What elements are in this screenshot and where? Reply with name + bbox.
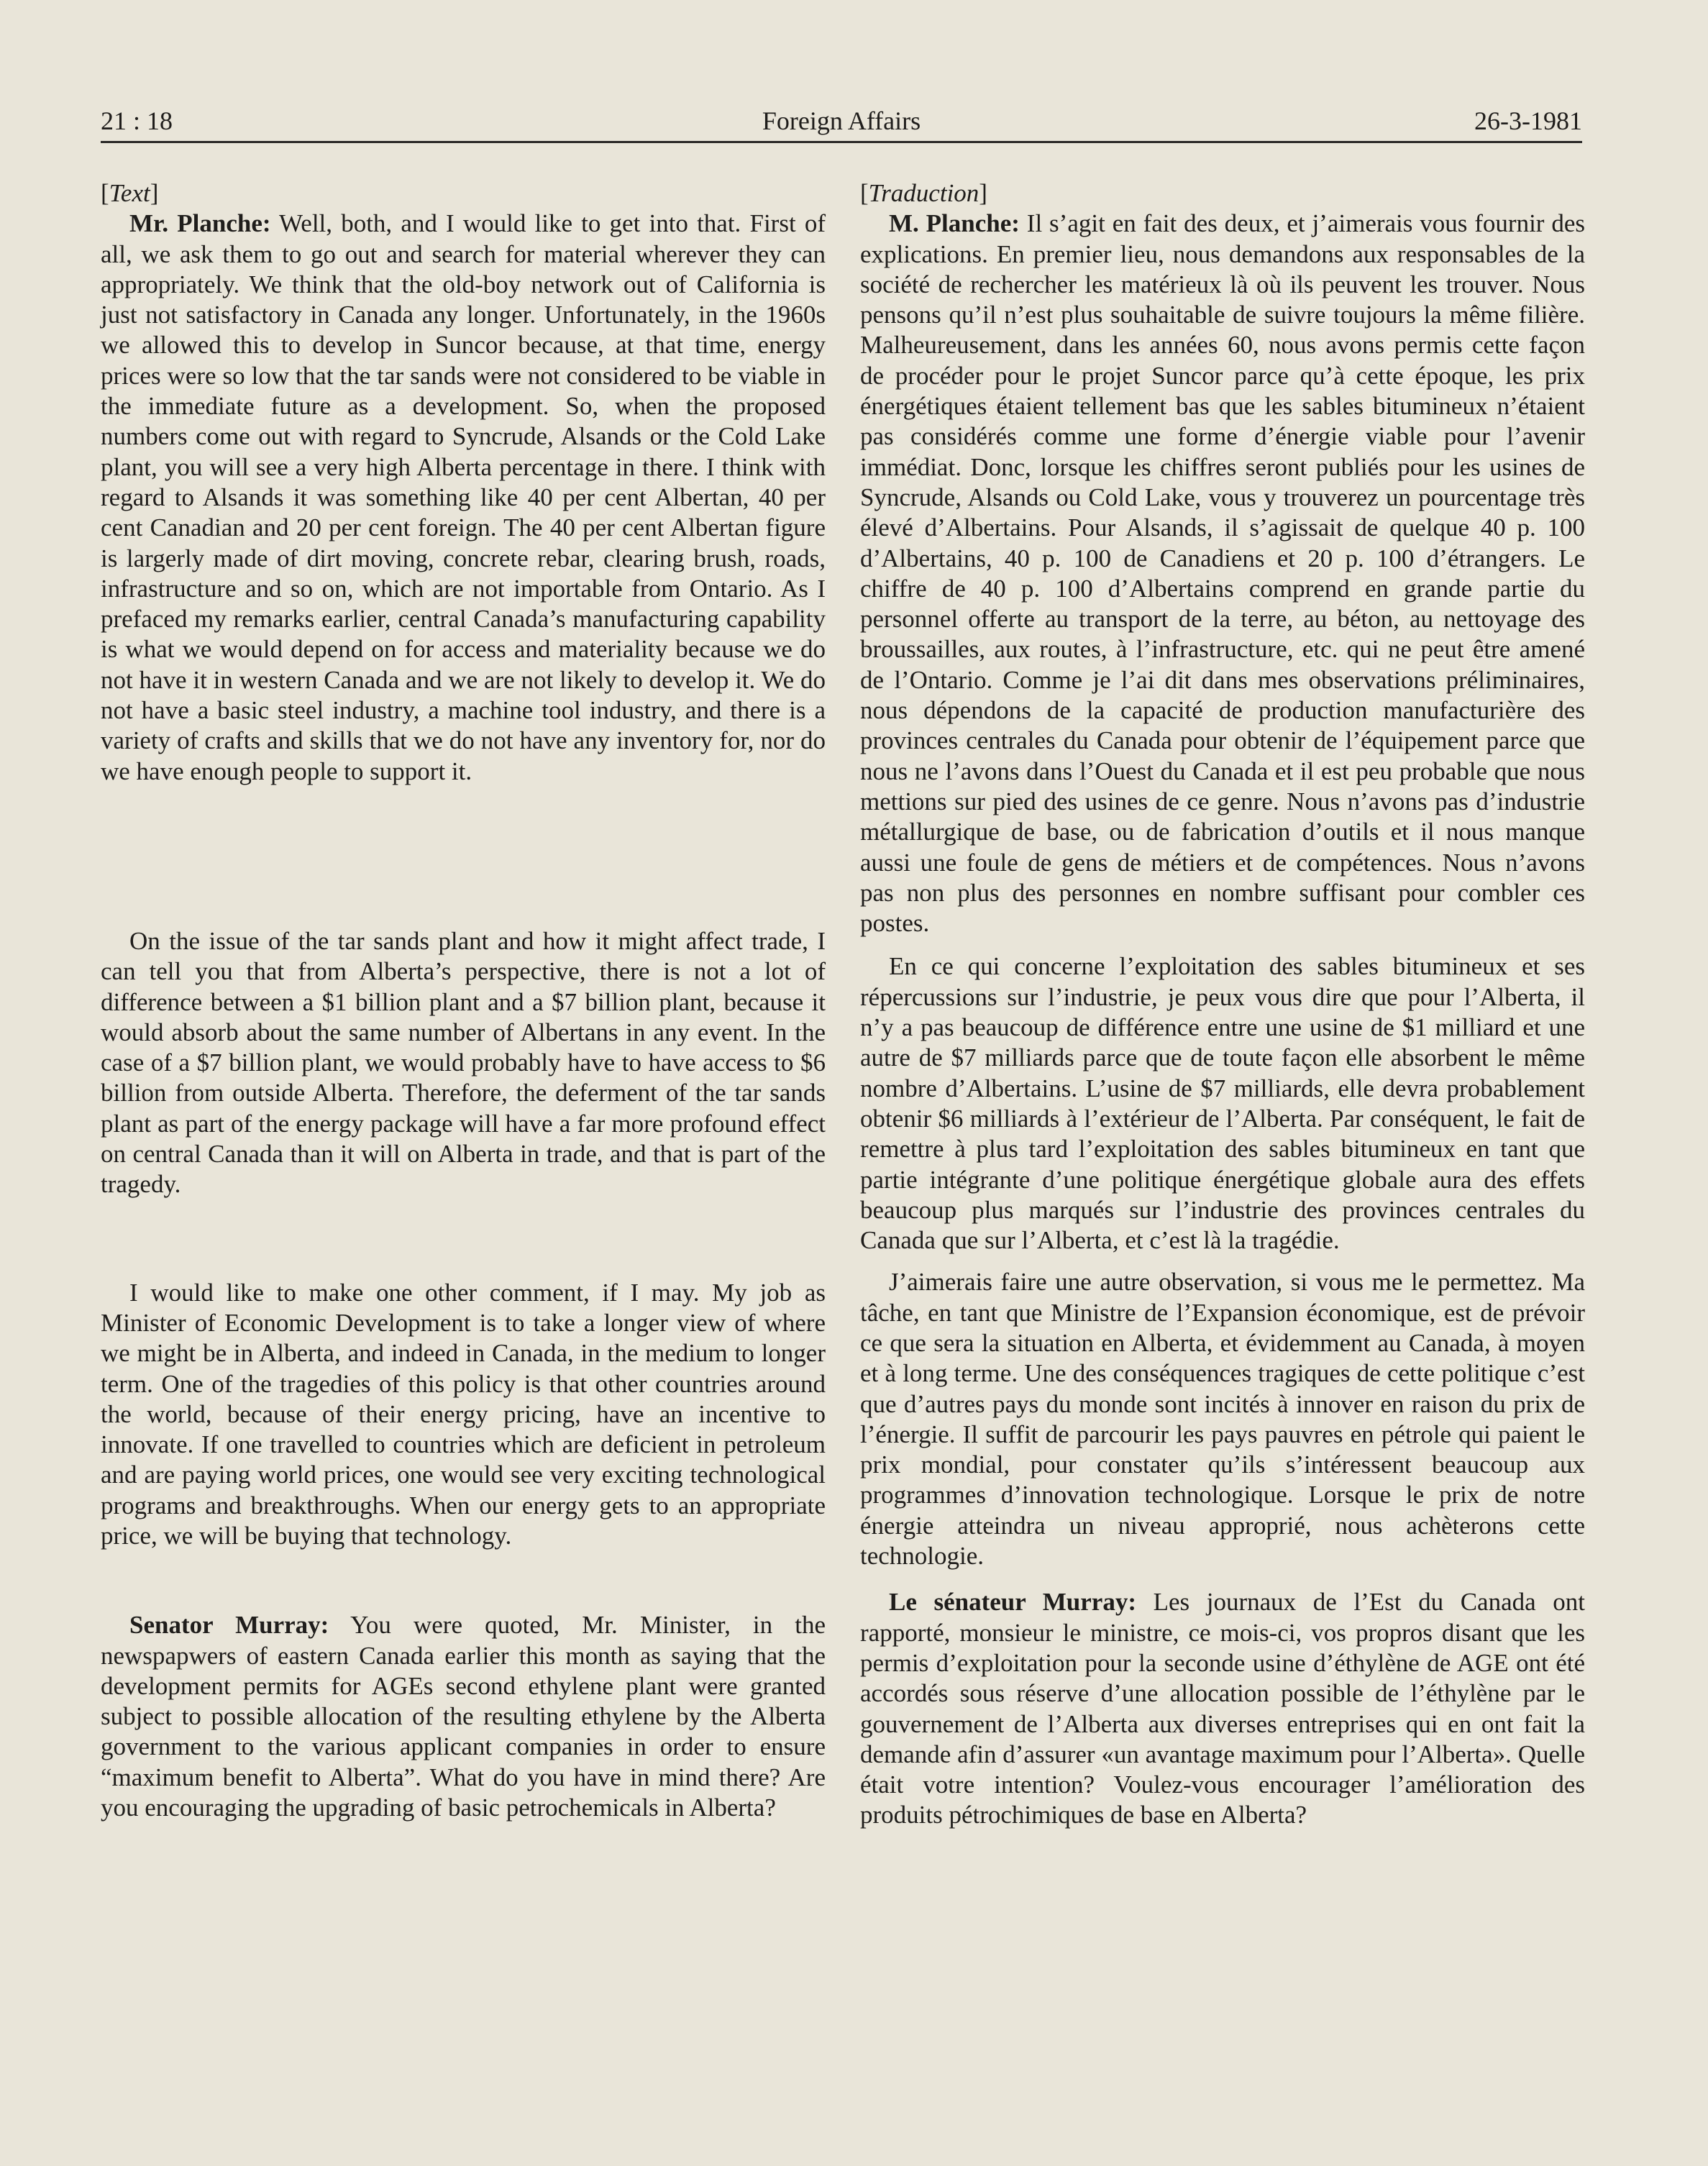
speaker-name: M. Planche: bbox=[889, 209, 1020, 238]
header-rule bbox=[101, 141, 1582, 143]
paragraph-en-3 bbox=[101, 1278, 826, 1552]
paragraph-en-2 bbox=[101, 926, 826, 1200]
paragraph-fr-3 bbox=[860, 1267, 1585, 1571]
english-column bbox=[101, 178, 826, 1823]
publication-title: Foreign Affairs bbox=[762, 106, 921, 135]
column-label-traduction: [Traduction] bbox=[860, 179, 987, 207]
paragraph-en-4 bbox=[101, 1610, 826, 1823]
paragraph-text: Les journaux de l’Est du Canada ont rapporté, monsieur le ministre, ce mois-ci, vos propros disant que les permis d’exploitation pour la seconde usine d’éthylène de AGE ont été accordés sous réserve d’une allocation possible de l’éthylène par le gouvernement de l’Alberta aux diverses entreprises qui en ont fait la demande afin d’assurer «un avantage maximum pour l’Alberta». Quelle était votre intention? Voulez-vous encourager l’amélioration des produits pétrochimiques de base en Alberta? bbox=[860, 1588, 1585, 1829]
paragraph-text: J’aimerais faire une autre observation, si vous me le permettez. Ma tâche, en tant que Ministre de l’Expansion économique, est de prévoir ce que sera la situation en Alberta, et évidemment au Canada, à moyen et à long terme. Une des conséquences tragiques de cette politique c’est que d’autres pays du monde sont incités à innover en raison du prix de l’énergie. Il suffit de parcourir les pays pauvres en pétrole qui paient le prix mondial, pour constater qu’ils s’intéressent beaucoup aux programmes d’innovation technologique. Lorsque le prix de notre énergie atteindra un niveau approprié, nous achèterons cette technologie. bbox=[860, 1268, 1585, 1571]
paragraph-text: En ce qui concerne l’exploitation des sables bitumineux et ses répercussions sur l’industrie, je peux vous dire que pour l’Alberta, il n’y a pas beaucoup de différence entre une usine de $1 milliard et une autre de $7 milliards parce que de toute façon elle absorbent le même nombre d’Albertains. L’usine de $7 milliards, elle devra probablement obtenir $6 milliards à l’extérieur de l’Alberta. Par conséquent, le fait de remettre à plus tard l’exploitation des sables bitumineux en tant que partie intégrante d’une politique énergétique globale aura des effets beaucoup plus marqués sur l’industrie des provinces centrales du Canada que sur l’Alberta, et c’est là la tragédie. bbox=[860, 952, 1585, 1255]
paragraph-en-1 bbox=[101, 209, 826, 787]
paragraph-fr-4 bbox=[860, 1587, 1585, 1830]
paragraph-text: On the issue of the tar sands plant and how it might affect trade, I can tell you that from Alberta’s perspective, there is not a lot of difference between a $1 billion plant and a $7 billion plant, because it would absorb about the same number of Albertans in any event. In the case of a $7 billion plant, we would probably have to have access to $6 billion from outside Alberta. Therefore, the deferment of the tar sands plant as part of the energy package will have a far more profound effect on central Canada than it will on Alberta in trade, and that is part of the tragedy. bbox=[101, 926, 826, 1199]
paragraph-fr-1 bbox=[860, 209, 1585, 938]
paragraph-text: Well, both, and I would like to get into that. First of all, we ask them to go out and search for material wherever they can appropriately. We think that the old-boy network out of California is just not satisfactory in Canada any longer. Unfortunately, in the 1960s we allowed this to develop in Suncor because, at that time, energy prices were so low that the tar sands were not considered to be viable in the immediate future as a development. So, when the proposed numbers come out with regard to Syncrude, Alsands or the Cold Lake plant, you will see a very high Alberta percentage in there. I think with regard to Alsands it was something like 40 per cent Albertan, 40 per cent Canadian and 20 per cent foreign. The 40 per cent Albertan figure is largerly made of dirt moving, concrete rebar, clearing brush, roads, infrastructure and so on, which are not importable from Ontario. As I prefaced my remarks earlier, central Canada’s manufacturing capability is what we would depend on for access and materiality because we do not have it in western Canada and we are not likely to develop it. We do not have a basic steel industry, a machine tool industry, and there is a variety of crafts and skills that we do not have any inventory for, nor do we have enough people to support it. bbox=[101, 209, 826, 785]
speaker-name: Le sénateur Murray: bbox=[889, 1588, 1136, 1617]
paragraph-fr-2 bbox=[860, 951, 1585, 1256]
paragraph-text: I would like to make one other comment, if I may. My job as Minister of Economic Development is to take a longer view of where we might be in Alberta, and indeed in Canada, in the medium to longer term. One of the tragedies of this policy is that other countries around the world, because of their energy pricing, have an incentive to innovate. If one travelled to countries which are deficient in petroleum and are paying world prices, one would see very exciting technological programs and breakthroughs. When our energy gets to an appropriate price, we will be buying that technology. bbox=[101, 1278, 826, 1550]
paragraph-text: Il s’agit en fait des deux, et j’aimerais vous fournir des explications. En premier lieu, nous demandons aux responsables de la société de rechercher les matérieux là où ils peuvent les trouver. Nous pensons qu’il n’est plus souhaitable de suivre toujours la même filière. Malheureusement, dans les années 60, nous avons permis cette façon de procéder pour le projet Suncor parce qu’à cette époque, les prix énergétiques étaient tellement bas que les sables bitumineux n’étaient pas considérés comme une forme d’énergie viable pour l’avenir immédiat. Donc, lorsque les chiffres seront publiés pour les usines de Syncrude, Alsands ou Cold Lake, vous y trouverez un pourcentage très élevé d’Albertains. Pour Alsands, il s’agissait de quelque 40 p. 100 d’Albertains, 40 p. 100 de Canadiens et 20 p. 100 d’étrangers. Le chiffre de 40 p. 100 d’Albertains comprend en grande partie du personnel offerte au transport de la terre, au béton, au nettoyage des broussailles, aux routes, à l’infrastructure, etc. qui ne peut être amené de l’Ontario. Comme je l’ai dit dans mes observations préliminaires, nous dépendons de la capacité de production manufacturière des provinces centrales du Canada pour obtenir de l’équipement parce que nous ne l’avons dans l’Ouest du Canada et il est peu probable que nous mettions sur pied des usines de ce genre. Nous n’avons pas d’industrie métallurgique de base, ou de fabrication d’outils et il nous manque aussi une foule de gens de métiers et de compétences. Nous n’avons pas non plus des personnes en nombre suffisant pour combler ces postes. bbox=[860, 209, 1585, 938]
page-header bbox=[101, 99, 1582, 142]
french-column bbox=[860, 178, 1585, 1831]
speaker-name: Senator Murray: bbox=[129, 1611, 329, 1640]
page-date: 26-3-1981 bbox=[1474, 106, 1582, 135]
speaker-name: Mr. Planche: bbox=[129, 209, 271, 238]
paragraph-text: You were quoted, Mr. Minister, in the newspapwers of eastern Canada earlier this month as saying that the development permits for AGEs second ethylene plant were granted subject to possible allocation of the resulting ethylene by the Alberta government to the various applicant companies in order to ensure “maximum benefit to Alberta”. What do you have in mind there? Are you encouraging the upgrading of basic petrochemicals in Alberta? bbox=[101, 1611, 826, 1822]
column-label-text: [Text] bbox=[101, 179, 159, 207]
page-number: 21 : 18 bbox=[101, 106, 173, 135]
